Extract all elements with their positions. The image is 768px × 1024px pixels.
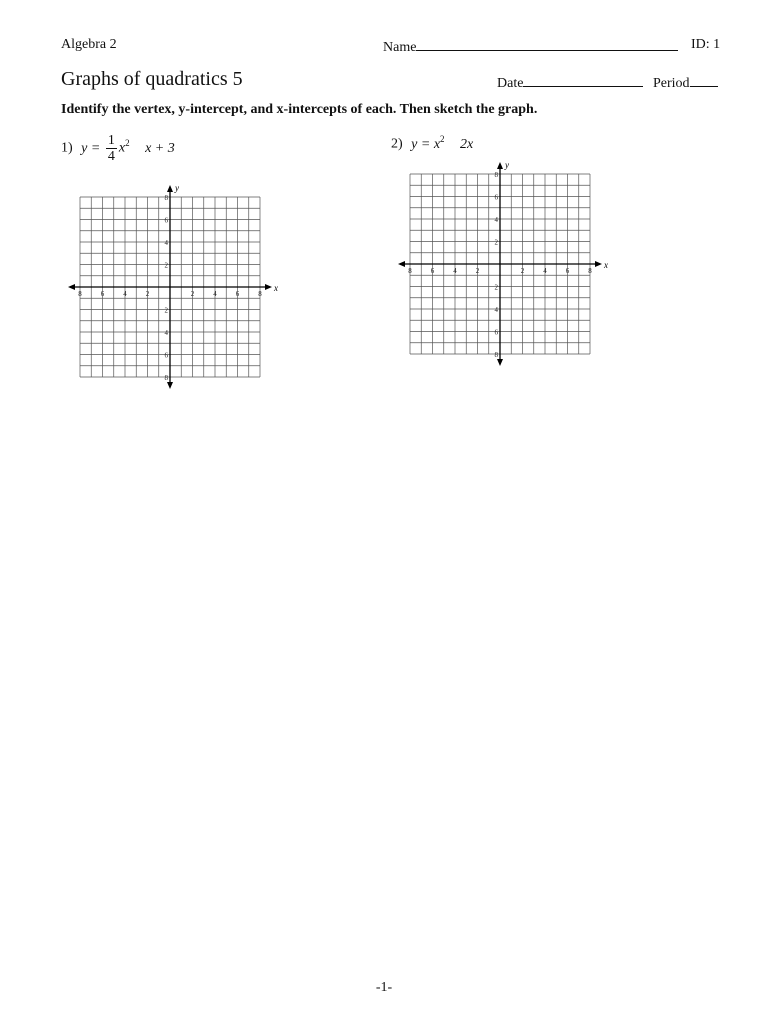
x-axis-label: x [274,283,278,293]
x-axis-arrow-left [398,261,405,267]
page-number: -1- [375,980,393,995]
y-tick-label: 6 [164,351,168,360]
course-label: Algebra 2 [61,37,117,52]
x-tick-label: 4 [123,290,127,298]
x-axis-arrow-right [595,261,602,267]
name-label: Name [383,40,417,55]
y-tick-label: 2 [164,306,168,315]
graph-grid-2[interactable] [396,160,608,372]
x-tick-label: 4 [543,267,547,275]
x-tick-label: 8 [258,290,262,298]
x-axis-arrow-left [68,284,75,290]
x-tick-label: 8 [588,267,592,275]
x-tick-label: 6 [430,267,435,275]
y-axis-arrow-down [167,382,173,389]
problem-1-frac-num: 1 [107,133,115,148]
x-tick-label: 2 [520,267,525,275]
period-field[interactable] [653,73,718,92]
y-tick-label: 2 [164,261,168,270]
problem-1-frac-den: 4 [107,149,115,164]
problem-1 [61,133,175,164]
problem-1-rest: x + 3 [145,140,175,156]
y-tick-label: 4 [494,216,498,224]
y-tick-label: 4 [494,306,498,314]
problem-2-rest: 2x [460,136,474,152]
x-tick-label: 2 [190,290,195,298]
x-tick-label: 4 [213,290,217,298]
x-tick-label: 8 [408,267,412,275]
date-label: Date [497,76,524,91]
problem-2 [391,134,473,153]
id-label: ID: 1 [691,37,721,52]
y-tick-label: 8 [494,351,498,359]
period-blank[interactable] [690,73,718,87]
page-title: Graphs of quadratics 5 [61,68,243,90]
y-tick-label: 6 [494,328,498,337]
x-tick-label: 8 [78,290,82,298]
y-tick-label: 6 [164,216,168,225]
problem-1-exp: 2 [125,138,130,149]
x-tick-label: 4 [453,267,457,275]
problem-2-exp: 2 [440,134,445,144]
date-blank[interactable] [523,73,643,87]
y-axis-arrow-up [497,162,503,169]
x-tick-label: 6 [565,267,570,275]
y-tick-label: 8 [164,374,168,382]
x-axis-label: x [604,260,608,270]
problem-1-var: x [118,140,126,156]
y-axis-arrow-down [497,359,503,366]
name-field[interactable] [383,37,678,56]
y-tick-label: 2 [494,283,498,292]
problem-1-y-equals: y = [81,140,101,156]
graph-grid-1[interactable] [66,184,276,396]
y-tick-label: 2 [494,238,498,247]
name-blank[interactable] [416,37,678,51]
y-axis-label: y [505,160,509,170]
period-label: Period [653,76,690,91]
y-tick-label: 4 [164,239,168,247]
x-tick-label: 2 [145,290,150,298]
y-tick-label: 6 [494,193,498,202]
x-tick-label: 6 [100,290,105,298]
y-tick-label: 8 [494,171,498,179]
x-axis-arrow-right [265,284,272,290]
y-axis-label: y [175,183,179,193]
y-axis-arrow-up [167,185,173,192]
problem-2-number: 2) [391,136,403,152]
problem-1-number: 1) [61,140,73,156]
y-tick-label: 8 [164,194,168,202]
x-tick-label: 6 [235,290,240,298]
problem-2-equation: y = x [411,136,441,152]
x-tick-label: 2 [475,267,480,275]
y-tick-label: 4 [164,329,168,337]
date-field[interactable] [497,73,643,92]
instructions: Identify the vertex, y-intercept, and x-intercepts of each. Then sketch the graph. [61,102,538,117]
problem-1-fraction [106,133,117,164]
